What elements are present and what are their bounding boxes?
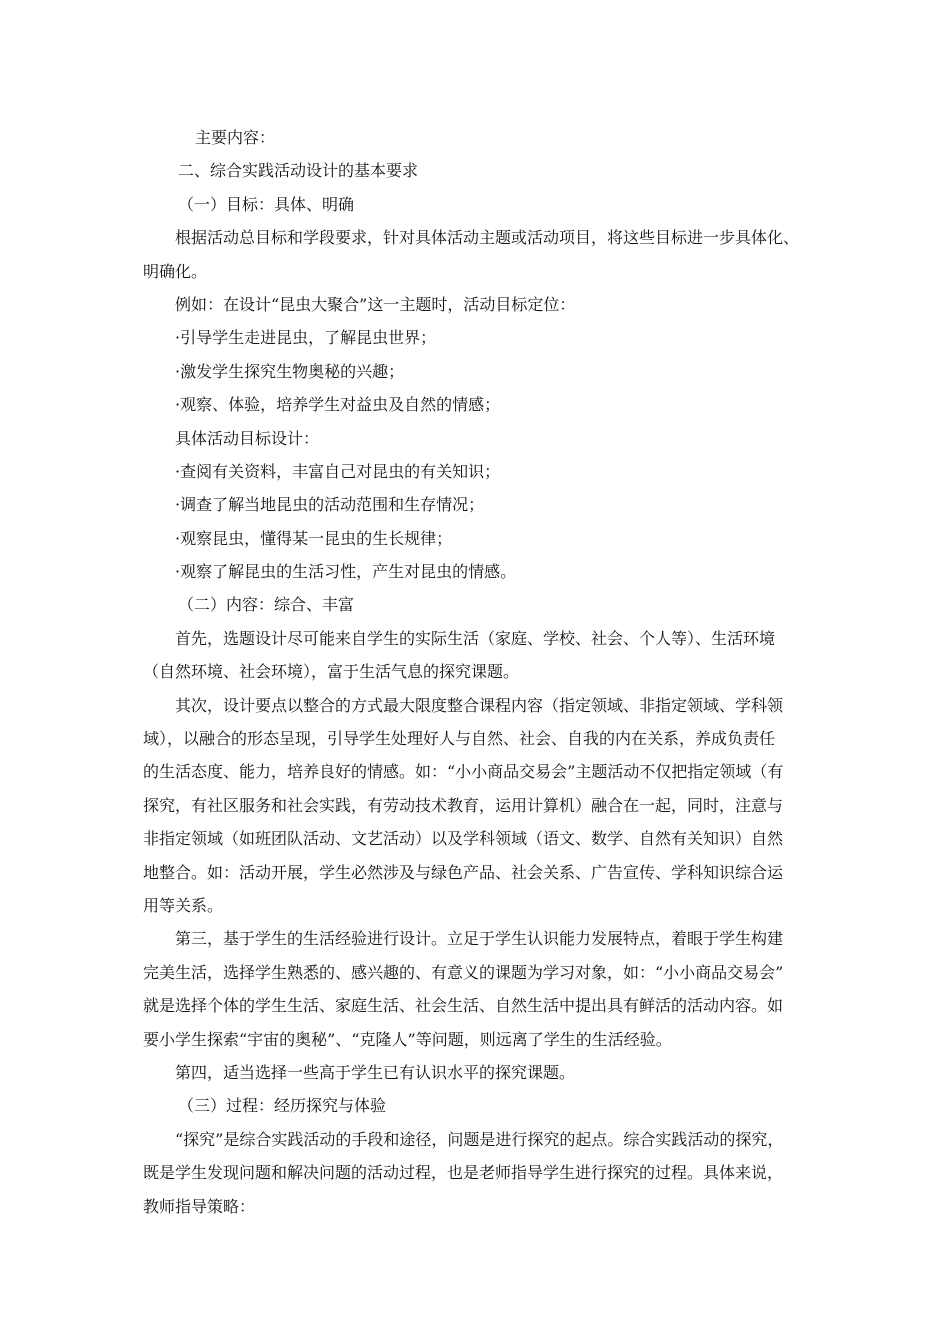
paragraph-line: 其次，设计要点以整合的方式最大限度整合课程内容（指定领域、非指定领域、学科领 bbox=[175, 695, 784, 715]
paragraph-line: 地整合。如：活动开展，学生必然涉及与绿色产品、社会关系、广告宣传、学科知识综合运 bbox=[143, 862, 784, 882]
bullet-item: ·查阅有关资料，丰富自己对昆虫的有关知识； bbox=[175, 461, 501, 481]
subsection-heading-goals: （一）目标：具体、明确 bbox=[178, 194, 355, 214]
paragraph-line: 教师指导策略： bbox=[143, 1196, 256, 1216]
paragraph-line: “探究”是综合实践活动的手段和途径，问题是进行探究的起点。综合实践活动的探究， bbox=[175, 1129, 784, 1149]
bullet-item: ·激发学生探究生物奥秘的兴趣； bbox=[175, 361, 405, 381]
paragraph-line: 要小学生探索“宇宙的奥秘”、“克隆人”等问题，则远离了学生的生活经验。 bbox=[143, 1029, 672, 1049]
paragraph-line: 第四，适当选择一些高于学生已有认识水平的探究课题。 bbox=[175, 1062, 576, 1082]
paragraph-line: 根据活动总目标和学段要求，针对具体活动主题或活动项目，将这些目标进一步具体化、 bbox=[175, 228, 800, 248]
bullet-item: ·观察、体验，培养学生对益虫及自然的情感； bbox=[175, 395, 501, 415]
paragraph-line: 完美生活，选择学生熟悉的、感兴趣的、有意义的课题为学习对象，如：“小小商品交易会” bbox=[143, 962, 784, 982]
paragraph-line: 具体活动目标设计： bbox=[175, 428, 320, 448]
paragraph-line: 明确化。 bbox=[143, 261, 208, 281]
paragraph-line: 用等关系。 bbox=[143, 895, 224, 915]
paragraph-line: 就是选择个体的学生生活、家庭生活、社会生活、自然生活中提出具有鲜活的活动内容。如 bbox=[143, 996, 784, 1016]
paragraph-line: 首先，选题设计尽可能来自学生的实际生活（家庭、学校、社会、个人等）、生活环境 bbox=[175, 628, 776, 648]
paragraph-line: 例如：在设计“昆虫大聚合”这一主题时，活动目标定位： bbox=[175, 294, 576, 314]
subsection-heading-process: （三）过程：经历探究与体验 bbox=[178, 1096, 387, 1116]
paragraph-line: 域），以融合的形态呈现，引导学生处理好人与自然、社会、自我的内在关系，养成负责任 bbox=[143, 729, 776, 749]
paragraph-line: 探究，有社区服务和社会实践，有劳动技术教育，运用计算机）融合在一起，同时，注意与 bbox=[143, 795, 784, 815]
paragraph-line: 非指定领域（如班团队活动、文艺活动）以及学科领域（语文、数学、自然有关知识）自然 bbox=[143, 829, 784, 849]
bullet-item: ·调查了解当地昆虫的活动范围和生存情况； bbox=[175, 495, 485, 515]
bullet-item: ·观察昆虫，懂得某一昆虫的生长规律； bbox=[175, 528, 453, 548]
paragraph-line: 第三，基于学生的生活经验进行设计。立足于学生认识能力发展特点，着眼于学生构建 bbox=[175, 929, 784, 949]
paragraph-line: （自然环境、社会环境），富于生活气息的探究课题。 bbox=[143, 662, 520, 682]
section-intro-label: 主要内容： bbox=[195, 128, 276, 147]
paragraph-line: 既是学生发现问题和解决问题的活动过程，也是老师指导学生进行探究的过程。具体来说， bbox=[143, 1163, 784, 1183]
bullet-item: ·观察了解昆虫的生活习性，产生对昆虫的情感。 bbox=[175, 562, 517, 582]
section-heading: 二、综合实践活动设计的基本要求 bbox=[178, 161, 419, 181]
paragraph-line: 的生活态度、能力，培养良好的情感。如：“小小商品交易会”主题活动不仅把指定领域（有 bbox=[143, 762, 784, 782]
subsection-heading-content: （二）内容：综合、丰富 bbox=[178, 595, 355, 615]
bullet-item: ·引导学生走进昆虫，了解昆虫世界； bbox=[175, 328, 437, 348]
document-body bbox=[143, 121, 809, 1223]
